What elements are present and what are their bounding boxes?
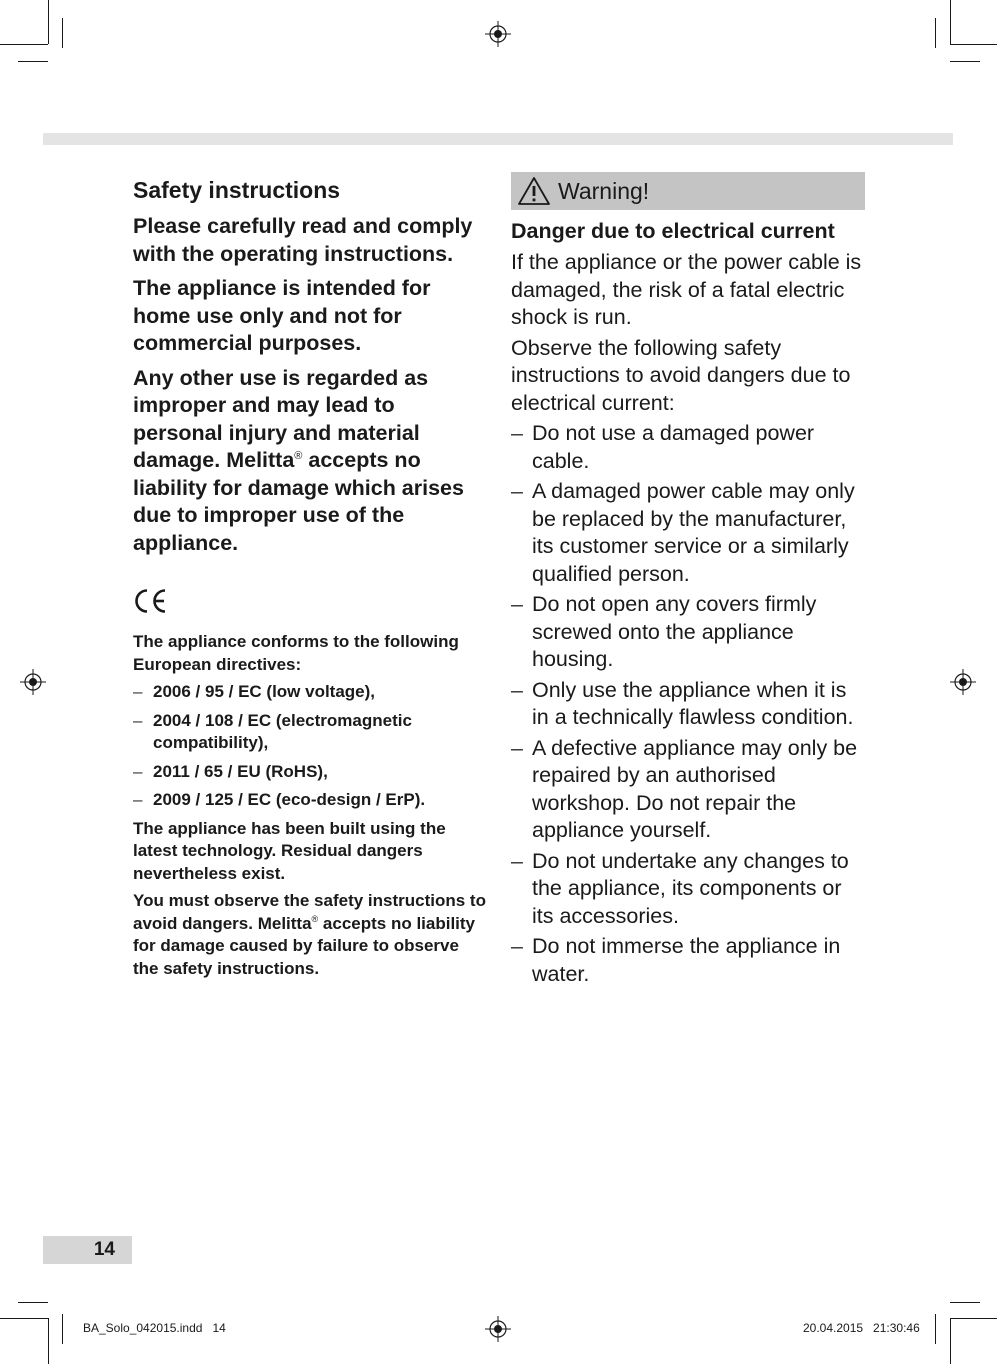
crop-mark	[62, 1314, 63, 1344]
crop-mark	[950, 1318, 997, 1319]
registration-mark-icon	[485, 21, 511, 47]
crop-mark	[18, 61, 48, 62]
paragraph: If the appliance or the power cable is damaged, the risk of a fatal electric shock is run.	[511, 250, 862, 329]
registration-mark-icon	[950, 669, 976, 695]
directives-list	[133, 681, 488, 812]
crop-mark	[950, 61, 980, 62]
crop-mark	[935, 18, 936, 48]
list-item: – Only use the appliance when it is in a technically flawless condition.	[511, 677, 865, 732]
registration-mark-icon	[20, 669, 46, 695]
list-item: – Do not undertake any changes to the appliance, its components or its accessories.	[511, 848, 865, 931]
list-item: – 2009 / 125 / EC (eco-design / ErP).	[133, 789, 488, 812]
right-column	[511, 172, 865, 991]
page-number: 14	[43, 1236, 132, 1264]
ce-mark-icon	[133, 587, 488, 617]
intro-paragraph: The appliance is intended for home use only and not for commercial purposes.	[133, 276, 431, 355]
technology-note: The appliance has been built using the latest technology. Residual dangers nevertheless exist.	[133, 818, 446, 883]
crop-mark	[62, 18, 63, 48]
intro-paragraph: Please carefully read and comply with the operating instructions.	[133, 214, 473, 266]
crop-mark	[0, 44, 48, 45]
footer-timestamp: 20.04.2015 21:30:46	[803, 1321, 920, 1335]
crop-mark	[950, 1302, 980, 1303]
liability-note: You must observe the safety instructions to avoid dangers. Melitta® accepts no liability for damage caused by failure to observe the safety instructions.	[133, 891, 486, 978]
list-item: – 2011 / 65 / EU (RoHS),	[133, 761, 488, 784]
list-item: – 2004 / 108 / EC (electromagnetic compatibility),	[133, 710, 488, 755]
section-title: Safety instructions	[133, 177, 341, 203]
danger-heading: Danger due to electrical current	[511, 219, 835, 243]
crop-mark	[950, 0, 951, 44]
crop-mark	[18, 1302, 48, 1303]
intro-block	[133, 213, 488, 557]
directives-block	[133, 631, 488, 980]
list-item: – 2006 / 95 / EC (low voltage),	[133, 681, 488, 704]
crop-mark	[48, 1318, 49, 1364]
list-item: – A defective appliance may only be repaired by an authorised workshop. Do not repair the appliance yourself.	[511, 735, 865, 845]
top-bar	[43, 133, 953, 145]
paragraph: Observe the following safety instructions to avoid dangers due to electrical current:	[511, 335, 851, 415]
intro-paragraph: Any other use is regarded as improper and may lead to personal injury and material damage. Melitta® accepts no liability for damage which arises due to improper use of the appliance.	[133, 365, 464, 555]
list-item: – Do not immerse the appliance in water.	[511, 933, 865, 988]
footer-file: BA_Solo_042015.indd 14	[83, 1321, 226, 1335]
crop-mark	[0, 1318, 48, 1319]
crop-mark	[950, 44, 997, 45]
danger-text	[511, 249, 865, 417]
warning-banner	[511, 172, 865, 210]
left-column	[133, 176, 488, 985]
directives-intro: The appliance conforms to the following European directives:	[133, 632, 459, 674]
list-item: – A damaged power cable may only be replaced by the manufacturer, its customer service or a similarly qualified person.	[511, 478, 865, 588]
registration-mark-icon	[485, 1316, 511, 1342]
crop-mark	[950, 1318, 951, 1364]
list-item: – Do not use a damaged power cable.	[511, 420, 865, 475]
crop-mark	[48, 0, 49, 44]
warning-triangle-icon	[517, 176, 551, 206]
warning-label: Warning!	[558, 178, 650, 204]
crop-mark	[935, 1314, 936, 1344]
list-item: – Do not open any covers firmly screwed onto the appliance housing.	[511, 591, 865, 674]
safety-list	[511, 420, 865, 988]
